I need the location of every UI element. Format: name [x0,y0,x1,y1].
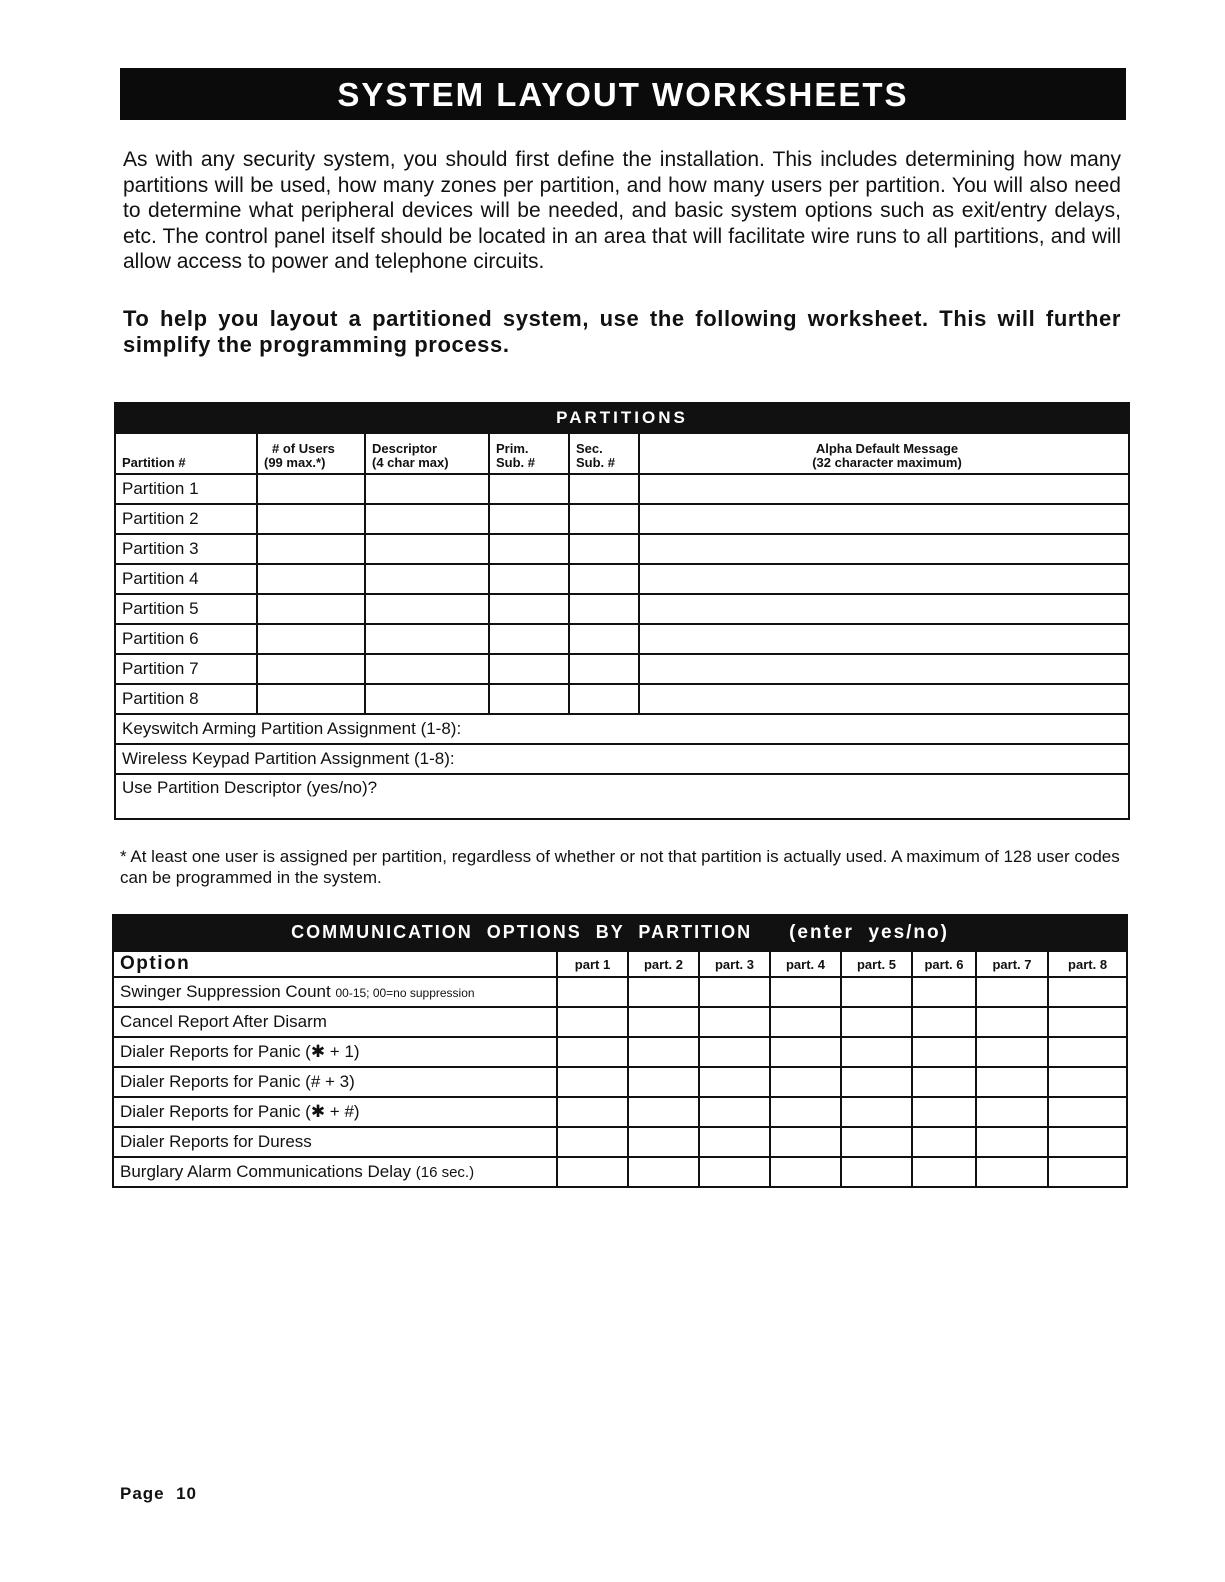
part-cell[interactable] [912,1037,976,1067]
part-cell[interactable] [912,1097,976,1127]
partition-label: Partition 4 [115,564,257,594]
col-partition-number: Partition # [115,433,257,474]
col-part-3: part. 3 [699,951,770,977]
col-part-5: part. 5 [841,951,912,977]
col-part-2: part. 2 [628,951,699,977]
users-cell[interactable] [257,564,365,594]
part-cell[interactable] [557,1037,628,1067]
part-cell[interactable] [770,1157,841,1187]
descriptor-cell[interactable] [365,474,489,504]
page-title: SYSTEM LAYOUT WORKSHEETS [120,68,1126,120]
table-row [115,534,1129,564]
sec-sub-cell[interactable] [569,564,639,594]
table-row [115,564,1129,594]
partition-label: Partition 7 [115,654,257,684]
part-cell[interactable] [699,1037,770,1067]
col-option: Option [113,951,557,977]
part-cell[interactable] [912,977,976,1007]
partition-label: Partition 6 [115,624,257,654]
page-number: Page 10 [120,1484,197,1503]
part-cell[interactable] [841,1157,912,1187]
option-label: Burglary Alarm Communications Delay (16 sec.) [113,1157,557,1187]
part-cell[interactable] [1048,1157,1127,1187]
part-cell[interactable] [699,1007,770,1037]
part-cell[interactable] [1048,1127,1127,1157]
sec-sub-cell[interactable] [569,504,639,534]
part-cell[interactable] [628,1157,699,1187]
part-cell[interactable] [699,1067,770,1097]
sec-sub-cell[interactable] [569,624,639,654]
col-secondary-sub: Sec. Sub. # [569,433,639,474]
part-cell[interactable] [557,1127,628,1157]
part-cell[interactable] [1048,1007,1127,1037]
part-cell[interactable] [628,1127,699,1157]
partition-label: Partition 1 [115,474,257,504]
part-cell[interactable] [976,1097,1048,1127]
prim-sub-cell[interactable] [489,504,569,534]
part-cell[interactable] [770,1037,841,1067]
part-cell[interactable] [976,1157,1048,1187]
users-cell[interactable] [257,684,365,714]
part-cell[interactable] [841,1067,912,1097]
prim-sub-cell[interactable] [489,534,569,564]
table-row [113,1007,1127,1037]
part-cell[interactable] [976,1127,1048,1157]
part-cell[interactable] [1048,1067,1127,1097]
prim-sub-cell[interactable] [489,594,569,624]
part-cell[interactable] [770,1067,841,1097]
communication-options-table [112,914,1128,1188]
part-cell[interactable] [699,977,770,1007]
table-row [115,504,1129,534]
wireless-keypad-assignment-field[interactable]: Wireless Keypad Partition Assignment (1-8): [115,744,1129,774]
use-descriptor-field[interactable]: Use Partition Descriptor (yes/no)? [115,774,1129,819]
col-part-8: part. 8 [1048,951,1127,977]
alpha-message-cell[interactable] [639,534,1129,564]
table-row [115,594,1129,624]
sec-sub-cell[interactable] [569,534,639,564]
users-footnote: * At least one user is assigned per partition, regardless of whether or not that partition is actually used. A maximum of 128 user codes can be programmed in the system. [120,847,1120,887]
descriptor-cell[interactable] [365,684,489,714]
prim-sub-cell[interactable] [489,624,569,654]
prim-sub-cell[interactable] [489,684,569,714]
users-cell[interactable] [257,474,365,504]
col-number-of-users: # of Users (99 max.*) [257,433,365,474]
partition-label: Partition 2 [115,504,257,534]
part-cell[interactable] [628,1007,699,1037]
part-cell[interactable] [841,1097,912,1127]
part-cell[interactable] [628,977,699,1007]
col-primary-sub: Prim. Sub. # [489,433,569,474]
col-part-4: part. 4 [770,951,841,977]
option-label: Dialer Reports for Panic (✱ + #) [113,1097,557,1127]
partition-label: Partition 3 [115,534,257,564]
col-part-1: part 1 [557,951,628,977]
part-cell[interactable] [557,1097,628,1127]
intro-instruction: To help you layout a partitioned system, use the following worksheet. This will further simplify the programming process. [123,306,1121,357]
table-row [115,684,1129,714]
table-row [115,624,1129,654]
alpha-message-cell[interactable] [639,684,1129,714]
part-cell[interactable] [841,1007,912,1037]
sec-sub-cell[interactable] [569,474,639,504]
communication-header: COMMUNICATION OPTIONS BY PARTITION (enter yes/no) [113,915,1127,951]
col-alpha-default-message: Alpha Default Message (32 character maximum) [639,433,1129,474]
intro-paragraph: As with any security system, you should first define the installation. This includes determining how many partitions will be used, how many zones per partition, and how many users per partition. You will also need to determine what peripheral devices will be needed, and basic system options such as exit/entry delays, etc. The control panel itself should be located in an area that will facilitate wire runs to all partitions, and will allow access to power and telephone circuits. [123,148,1121,274]
part-cell[interactable] [699,1157,770,1187]
descriptor-cell[interactable] [365,534,489,564]
sec-sub-cell[interactable] [569,594,639,624]
users-cell[interactable] [257,594,365,624]
part-cell[interactable] [557,1007,628,1037]
prim-sub-cell[interactable] [489,564,569,594]
descriptor-cell[interactable] [365,504,489,534]
descriptor-use-row [115,774,1129,819]
users-cell[interactable] [257,504,365,534]
part-cell[interactable] [557,1157,628,1187]
alpha-message-cell[interactable] [639,624,1129,654]
keyswitch-row [115,714,1129,744]
part-cell[interactable] [912,1007,976,1037]
option-label: Dialer Reports for Panic (✱ + 1) [113,1037,557,1067]
table-row [113,1067,1127,1097]
col-descriptor: Descriptor (4 char max) [365,433,489,474]
descriptor-cell[interactable] [365,624,489,654]
table-row [115,654,1129,684]
part-cell[interactable] [770,1097,841,1127]
part-cell[interactable] [912,1067,976,1097]
table-row [113,1127,1127,1157]
prim-sub-cell[interactable] [489,654,569,684]
part-cell[interactable] [841,1127,912,1157]
alpha-message-cell[interactable] [639,654,1129,684]
part-cell[interactable] [628,1037,699,1067]
part-cell[interactable] [699,1097,770,1127]
part-cell[interactable] [557,977,628,1007]
part-cell[interactable] [912,1127,976,1157]
part-cell[interactable] [699,1127,770,1157]
sec-sub-cell[interactable] [569,654,639,684]
table-row [113,1097,1127,1127]
option-label: Dialer Reports for Panic (# + 3) [113,1067,557,1097]
part-cell[interactable] [770,1127,841,1157]
part-cell[interactable] [841,1037,912,1067]
part-cell[interactable] [770,977,841,1007]
partitions-table [114,402,1130,820]
wireless-row [115,744,1129,774]
col-part-7: part. 7 [976,951,1048,977]
part-cell[interactable] [628,1097,699,1127]
part-cell[interactable] [1048,1097,1127,1127]
alpha-message-cell[interactable] [639,564,1129,594]
users-cell[interactable] [257,624,365,654]
part-cell[interactable] [976,1067,1048,1097]
table-row [115,474,1129,504]
users-cell[interactable] [257,534,365,564]
partitions-header: PARTITIONS [115,403,1129,433]
option-label: Cancel Report After Disarm [113,1007,557,1037]
alpha-message-cell[interactable] [639,474,1129,504]
col-part-6: part. 6 [912,951,976,977]
descriptor-cell[interactable] [365,594,489,624]
alpha-message-cell[interactable] [639,504,1129,534]
partition-label: Partition 5 [115,594,257,624]
table-row [113,1157,1127,1187]
option-label: Swinger Suppression Count 00-15; 00=no suppression [113,977,557,1007]
partition-label: Partition 8 [115,684,257,714]
part-cell[interactable] [976,977,1048,1007]
descriptor-cell[interactable] [365,564,489,594]
part-cell[interactable] [628,1067,699,1097]
part-cell[interactable] [841,977,912,1007]
table-row [113,1037,1127,1067]
users-cell[interactable] [257,654,365,684]
option-label: Dialer Reports for Duress [113,1127,557,1157]
part-cell[interactable] [1048,1037,1127,1067]
keyswitch-assignment-field[interactable]: Keyswitch Arming Partition Assignment (1-8): [115,714,1129,744]
table-row [113,977,1127,1007]
prim-sub-cell[interactable] [489,474,569,504]
part-cell[interactable] [912,1157,976,1187]
part-cell[interactable] [976,1037,1048,1067]
part-cell[interactable] [976,1007,1048,1037]
part-cell[interactable] [557,1067,628,1097]
part-cell[interactable] [1048,977,1127,1007]
alpha-message-cell[interactable] [639,594,1129,624]
sec-sub-cell[interactable] [569,684,639,714]
descriptor-cell[interactable] [365,654,489,684]
part-cell[interactable] [770,1007,841,1037]
